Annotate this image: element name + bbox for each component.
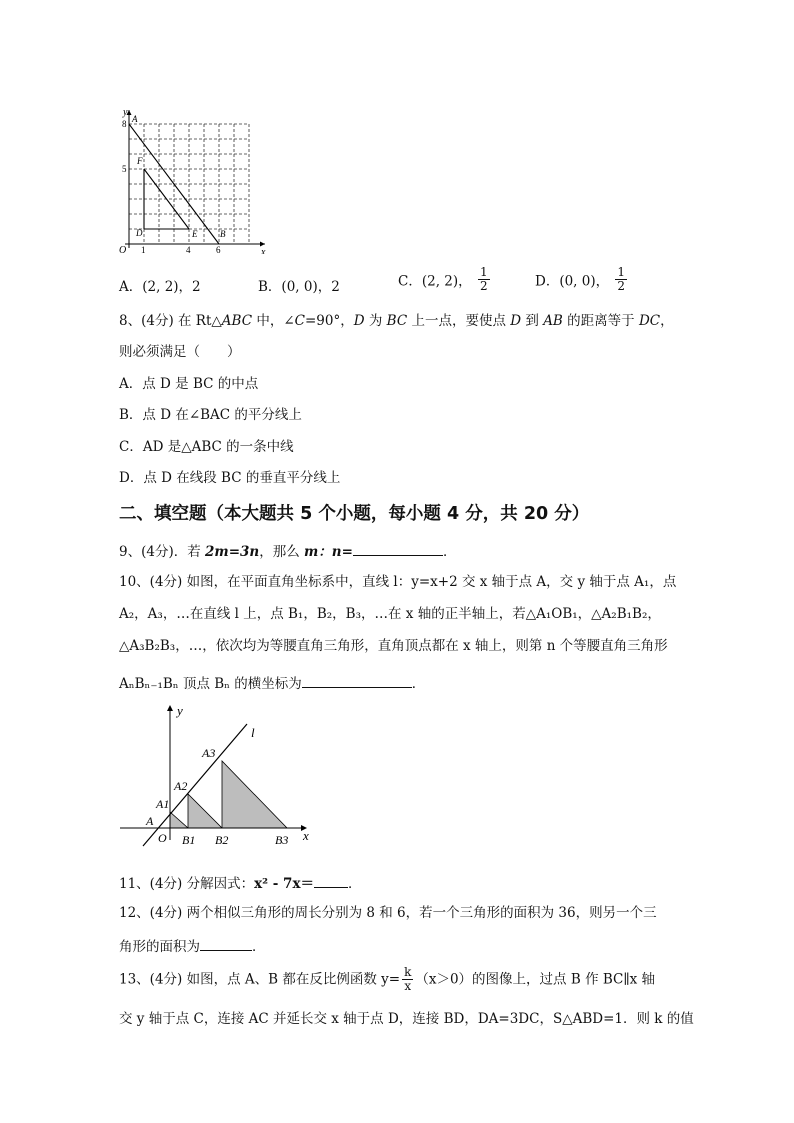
label-origin: O: [119, 245, 127, 254]
label-x: x: [261, 247, 266, 254]
q7-option-c[interactable]: C．(2, 2)， $\frac{1}{2}$: [398, 265, 488, 293]
q8-stem-line2: 则必须满足（ ）: [119, 344, 241, 360]
q10-line3: △A₃B₂B₃，…，依次均为等腰直角三角形，直角顶点都在 x 轴上，则第 n 个等腰直角三角形: [119, 638, 668, 654]
label-b1: B1: [182, 833, 196, 847]
fraction-k-over-x: $\frac{k}{x}$: [404, 965, 412, 993]
point-e: E: [192, 229, 198, 239]
label-l: l: [251, 725, 255, 740]
label-a2: A2: [174, 779, 188, 793]
q8-option-b[interactable]: B．点 D 在∠BAC 的平分线上: [119, 407, 302, 423]
answer-blank[interactable]: [200, 936, 252, 951]
q8-option-c[interactable]: C．AD 是△ABC 的一条中线: [119, 439, 294, 455]
staircase-figure: [115, 700, 325, 850]
tick-8: 8: [122, 119, 127, 129]
tick-5: 5: [122, 164, 127, 174]
grid-lines: [129, 124, 249, 244]
grid-figure: [115, 104, 275, 254]
q12-line1: 12、(4分) 两个相似三角形的周长分别为 8 和 6，若一个三角形的面积为 36，则另一个三: [119, 905, 657, 921]
fraction-one-half: $\frac{1}{2}$: [479, 265, 488, 293]
label-y: y: [123, 107, 128, 118]
answer-blank[interactable]: [353, 541, 443, 556]
q13-line2: 交 y 轴于点 C，连接 AC 并延长交 x 轴于点 D，连接 BD，DA=3DC，S△ABD=1．则 k 的值: [119, 1011, 694, 1027]
answer-blank[interactable]: [302, 673, 412, 688]
q8-stem-line1: 8、(4分) 在 Rt△ABC 中，∠C=90°，D 为 BC 上一点，要使点 D 到 AB 的距离等于 DC，: [119, 313, 674, 329]
q7-option-b[interactable]: B．(0, 0)，2: [258, 279, 340, 295]
label-y: y: [177, 703, 183, 718]
fraction-one-half: $\frac{1}{2}$: [617, 265, 626, 293]
label-o: O: [158, 831, 167, 845]
q8-option-d[interactable]: D．点 D 在线段 BC 的垂直平分线上: [119, 470, 341, 486]
q12-line2: 角形的面积为 ．: [119, 936, 266, 956]
triangle-a1-o-b1: [170, 812, 188, 828]
q11: 11、(4分) 分解因式：x² - 7x＝ ．: [119, 873, 362, 893]
label-b2: B2: [215, 833, 229, 847]
triangle-a3-b2-b3: [222, 761, 287, 828]
q7-option-d[interactable]: D．(0, 0)， $\frac{1}{2}$: [535, 265, 626, 293]
point-f: F: [137, 156, 143, 166]
q10-line2: A₂，A₃，…在直线 l 上，点 B₁，B₂，B₃，…在 x 轴的正半轴上，若△A₁OB₁，△A₂B₁B₂，: [119, 606, 661, 622]
q9: 9、(4分)．若 2m=3n，那么 m：n= ．: [119, 541, 456, 561]
label-a: A: [146, 814, 154, 828]
label-x: x: [303, 828, 309, 843]
point-a: A: [132, 114, 138, 124]
label-b3: B3: [275, 833, 289, 847]
label-a3: A3: [202, 746, 216, 760]
q10-line1: 10、(4分) 如图，在平面直角坐标系中，直线 l：y=x+2 交 x 轴于点 A，交 y 轴于点 A₁，点: [119, 574, 677, 590]
answer-blank[interactable]: [314, 873, 348, 888]
point-b: B: [220, 229, 226, 239]
q7-option-a[interactable]: A．(2, 2)，2: [119, 279, 201, 295]
q8-option-a[interactable]: A．点 D 是 BC 的中点: [119, 376, 259, 392]
q13-line1: 13、(4分) 如图，点 A、B 都在反比例函数 y= $\frac{k}{x}$ （x＞0）的图像上，过点 B 作 BC∥x 轴: [119, 965, 655, 993]
label-a1: A1: [156, 797, 170, 811]
q10-line4: AₙBₙ₋₁Bₙ 顶点 Bₙ 的横坐标为 ．: [119, 673, 425, 693]
tick-1: 1: [141, 245, 146, 254]
tick-6: 6: [216, 245, 221, 254]
tick-4: 4: [186, 245, 191, 254]
section-title: 二、填空题（本大题共 5 个小题，每小题 4 分，共 20 分）: [119, 504, 590, 524]
triangle-a2-b1-b2: [188, 794, 222, 828]
point-d: D: [136, 228, 143, 238]
